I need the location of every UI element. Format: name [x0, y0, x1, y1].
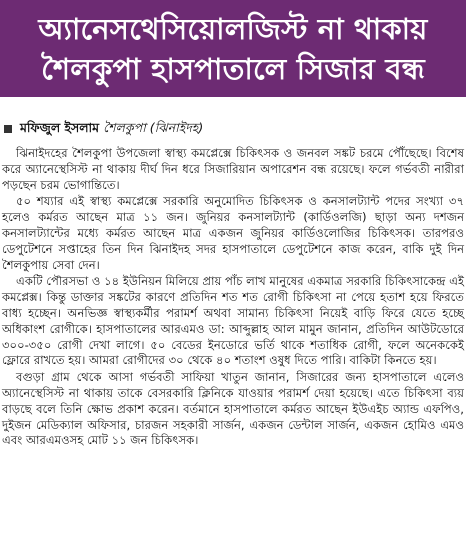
- headline-banner: [0, 0, 466, 97]
- article-paragraph-2: ৫০ শয্যার এই স্বাস্থ্য কমপ্লেক্সে সরকারি অনুমোদিত চিকিৎসক ও কনসালট্যান্ট পদের সংখ্যা ৩৭ হলেও কর্মরত আছেন মাত্র ১১ জন। জুনিয়র কনসালট্যান্ট (কার্ডিওলজি) ছাড়া অন্য দশজন কনসালট্যান্টের মধ্যে কর্মরত আছেন মাত্র একজন জুনিয়র কার্ডিওলোজির চিকিৎসক। তারপরও ডেপুটেশনে সপ্তাহের তিন দিন ঝিনাইদহ সদর হাসপাতালে ডেপুটেশনে কাজ করেন, বাকি দুই দিন শৈলকুপায় সেবা দেন।: [2, 194, 464, 272]
- article-body: [2, 146, 464, 449]
- byline: [4, 120, 203, 136]
- article-paragraph-4: বগুড়া গ্রাম থেকে আসা গর্ভবতী সাফিয়া খাতুন জানান, সিজারের জন্য হাসপাতালে এলেও অ্যানেস্থেসিস্ট না থাকায় তাকে বেসরকারি ক্লিনিকে যাওয়ার পরামর্শ দেয়া হয়েছে। এতে চিকিৎসা ব্যয় বাড়ছে বলে তিনি ক্ষোভ প্রকাশ করেন। বর্তমানে হাসপাতালে কর্মরত আছেন ইউএইচ অ্যান্ড এফপিও, দুইজন মেডিক্যাল অফিসার, চারজন সহকারী সার্জন, একজন ডেন্টাল সার্জন, একজন হোমিও এমও এবং আরএমওসহ মোট ১১ জন চিকিৎসক।: [2, 370, 464, 448]
- article-paragraph-3: একটি পৌরসভা ও ১৪ ইউনিয়ন মিলিয়ে প্রায় পাঁচ লাখ মানুষের একমাত্র সরকারি চিকিৎসাকেন্দ্র এই কমপ্লেক্স। কিন্তু ডাক্তার সঙ্কটের কারণে প্রতিদিন শত শত রোগী চিকিৎসা না পেয়ে হতাশ হয়ে ফিরতে বাধ্য হচ্ছেন। অনভিজ্ঞ স্বাস্থ্যকর্মীর পরামর্শ অথবা সামান্য চিকিৎসা নিয়েই বাড়ি ফিরে যেতে হচ্ছে অধিকাংশ রোগীকে। হাসপাতালের আরএমও ডা: আব্দুল্লাহ আল মামুন জানান, প্রতিদিন আউটডোরে ৩০০-৩৫০ রোগী দেখা লাগে। ৫০ বেডের ইনডোরে ভর্তি থাকে শতাধিক রোগী, ফলে অনেককেই ফ্লোরে রাখতে হয়। আমরা রোগীদের ৩০ থেকে ৪০ শতাংশ ওষুধ দিতে পারি। বাকিটা কিনতে হয়।: [2, 274, 464, 368]
- headline-line-1: অ্যানেসথেসিয়োলজিস্ট না থাকায়: [38, 11, 428, 46]
- headline-line-2: শৈলকুপা হাসপাতালে সিজার বন্ধ: [41, 51, 425, 86]
- byline-place: শৈলকুপা (ঝিনাইদহ): [103, 120, 204, 135]
- article-paragraph-1: ঝিনাইদহের শৈলকুপা উপজেলা স্বাস্থ্য কমপ্লেক্সে চিকিৎসক ও জনবল সঙ্কট চরমে পৌঁছেছে। বিশেষ করে অ্যানেস্থেসিস্ট না থাকায় দীর্ঘ দিন ধরে সিজারিয়ান অপারেশন বন্ধ রয়েছে। ফলে গর্ভবতী নারীরা পড়ছেন চরম ভোগান্তিতে।: [2, 146, 464, 192]
- square-bullet-icon: [4, 125, 12, 133]
- byline-author: মফিজুল ইসলাম: [19, 120, 100, 135]
